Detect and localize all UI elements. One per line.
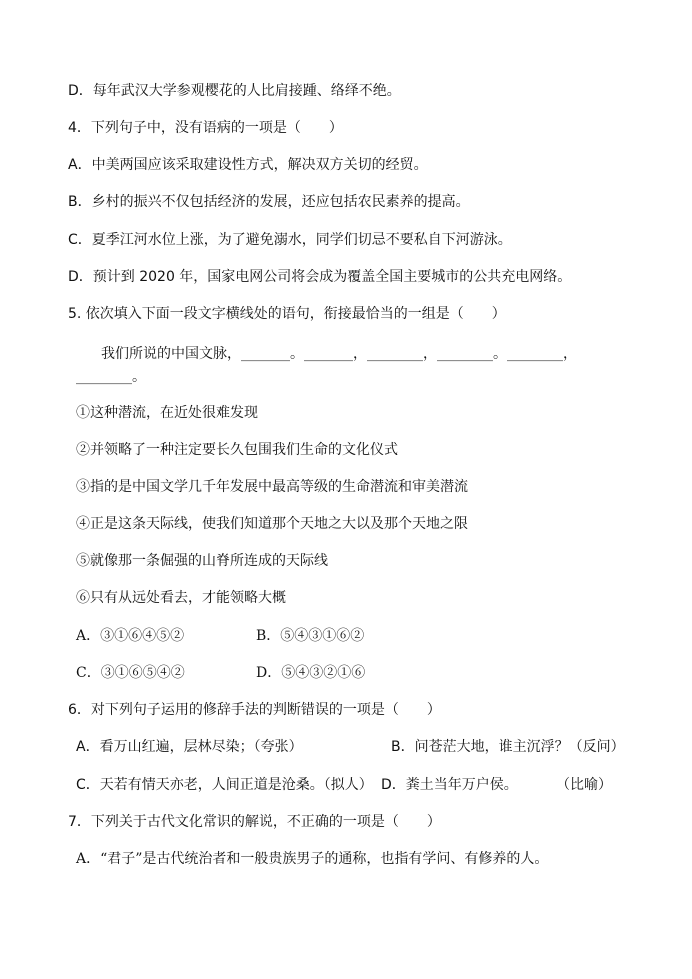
- q5-option-d: D．⑤④③②①⑥: [256, 665, 366, 681]
- q4-option-d: D．预计到 2020 年，国家电网公司将会成为覆盖全国主要城市的公共充电网络。: [68, 269, 572, 285]
- q5-sentence-4: ④正是这条天际线，使我们知道那个天地之大以及那个天地之限: [76, 516, 468, 532]
- q6-option-b: B．问苍茫大地，谁主沉浮？（反问）: [391, 739, 625, 755]
- q5-option-c: C．③①⑥⑤④②: [76, 665, 185, 681]
- q6-option-d: D．粪土当年万户侯。: [381, 777, 518, 793]
- q6-option-c: C．天若有情天亦老，人间正道是沧桑。（拟人）: [76, 777, 373, 793]
- q5-sentence-1: ①这种潜流，在近处很难发现: [76, 405, 258, 421]
- q4-option-c: C．夏季江河水位上涨，为了避免溺水，同学们切忌不要私自下河游泳。: [68, 232, 512, 248]
- q5-sentence-5: ⑤就像那一条倔强的山脊所连成的天际线: [76, 553, 328, 569]
- q7-option-a: A．“君子”是古代统治者和一般贵族男子的通称，也指有学问、有修养的人。: [76, 851, 549, 867]
- q5-sentence-6: ⑥只有从远处看去，才能领略大概: [76, 590, 286, 606]
- question-5-stem: 5. 依次填入下面一段文字横线处的语句，衔接最恰当的一组是（ ）: [68, 306, 506, 322]
- question-6-stem: 6．对下列句子运用的修辞手法的判断错误的一项是（ ）: [68, 702, 441, 718]
- q6-option-a: A．看万山红遍，层林尽染；（夸张）: [76, 739, 303, 755]
- q5-passage-line-1: 我们所说的中国文脉，_______。_______，________，________。________，: [101, 346, 577, 362]
- q4-option-a: A．中美两国应该采取建设性方式，解决双方关切的经贸。: [68, 157, 428, 173]
- q3-option-d: D．每年武汉大学参观樱花的人比肩接踵、络绎不绝。: [68, 83, 401, 99]
- q5-sentence-2: ②并领略了一种注定要长久包围我们生命的文化仪式: [76, 442, 398, 458]
- question-7-stem: 7．下列关于古代文化常识的解说，不正确的一项是（ ）: [68, 814, 441, 830]
- question-4-stem: 4．下列句子中，没有语病的一项是（ ）: [68, 120, 343, 136]
- q5-option-a: A．③①⑥④⑤②: [76, 628, 185, 644]
- q5-sentence-3: ③指的是中国文学几千年发展中最高等级的生命潜流和审美潜流: [76, 479, 468, 495]
- q4-option-b: B．乡村的振兴不仅包括经济的发展，还应包括农民素养的提高。: [68, 194, 470, 210]
- q5-passage-line-2: ________。: [76, 369, 146, 385]
- q6-option-d-tag: （比喻）: [556, 777, 612, 793]
- q5-option-b: B．⑤④③①⑥②: [256, 628, 365, 644]
